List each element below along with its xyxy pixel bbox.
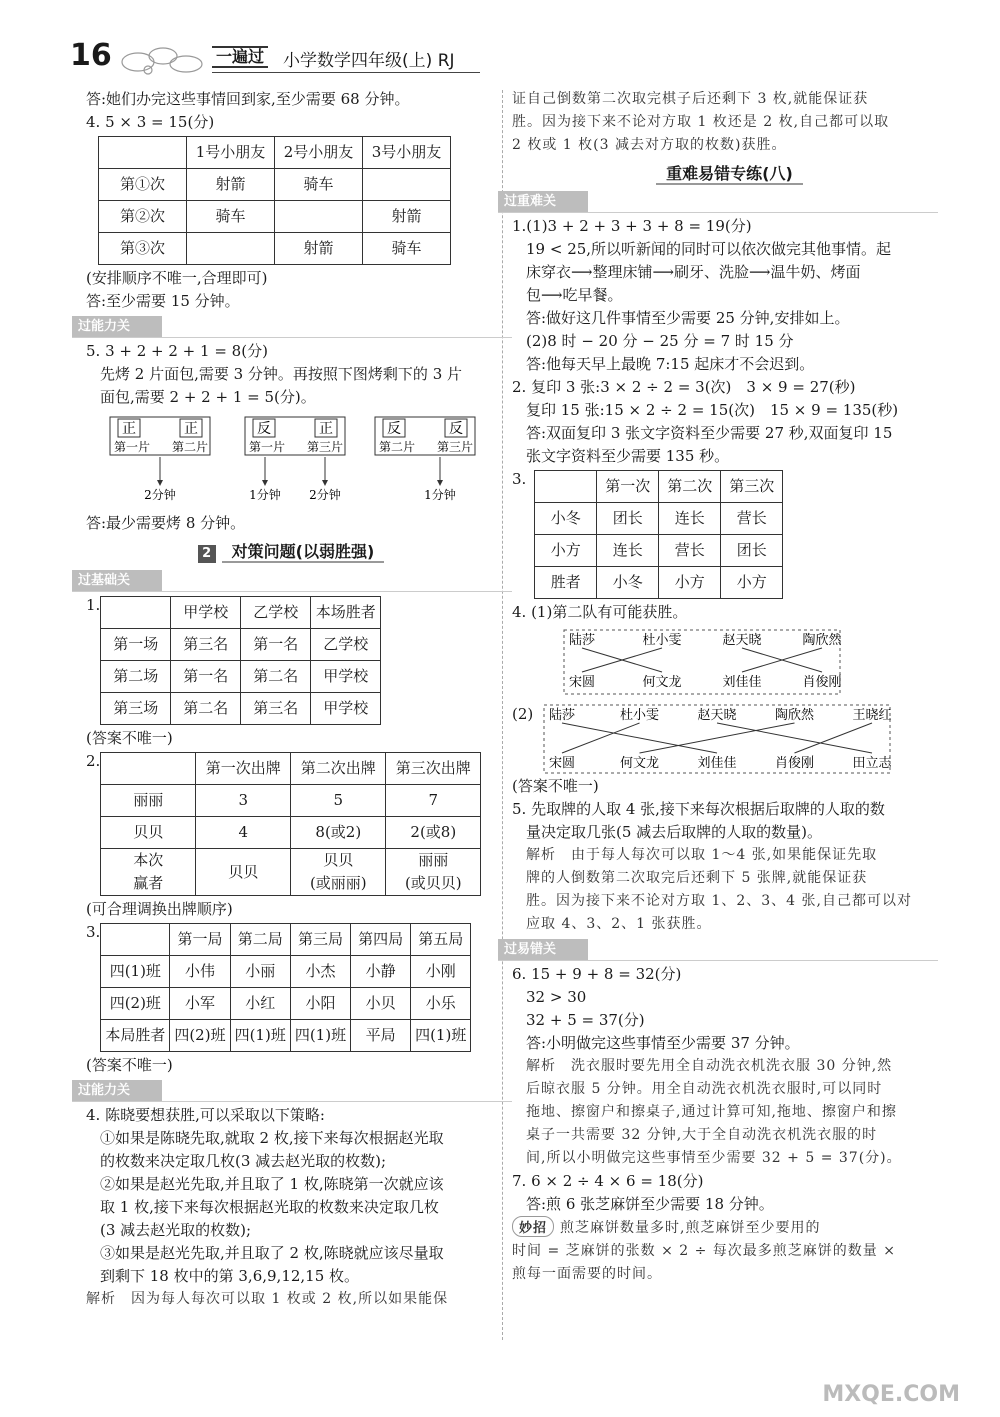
table-cell: 射箭 — [275, 233, 363, 265]
table-cell: 贝贝 (或丽丽) — [291, 849, 386, 896]
table-header-cell — [535, 471, 597, 503]
section-heading: 重难易错专练(八) — [512, 161, 947, 184]
table-cell: 2(或8) — [386, 817, 481, 849]
text-line: 答:煎 6 张芝麻饼至少需要 18 分钟。 — [526, 1195, 774, 1213]
item-number: 3. — [512, 470, 527, 488]
table-header-cell: 1号小朋友 — [187, 137, 275, 169]
table-cell: 第三名 — [241, 693, 311, 725]
table-header-cell: 乙学校 — [241, 597, 311, 629]
page-number: 16 — [70, 38, 112, 73]
text-line: ①如果是陈晓先取,就取 2 枚,接下来每次根据赵光取 — [100, 1129, 444, 1147]
table-row — [99, 201, 451, 233]
table-header-cell: 第五局 — [411, 924, 471, 956]
table-cell: 射箭 — [187, 169, 275, 201]
tip-line: 妙招 煎芝麻饼数量多时,煎芝麻饼至少要用的 — [512, 1216, 947, 1240]
time-label: 2分钟 — [144, 488, 176, 502]
table-cell: 第③次 — [99, 233, 187, 265]
player-name: 王晓红 — [852, 708, 892, 723]
page-header — [0, 0, 1000, 90]
toast-side-label: 反 — [449, 421, 463, 437]
table-cell: 小刚 — [411, 956, 471, 988]
section-tag: 过易错关 — [498, 939, 938, 961]
text-line: 的枚数来决定取几枚(3 减去赵光取的枚数); — [100, 1152, 387, 1170]
note: (答案不唯一) — [86, 729, 173, 747]
player-name: 何文龙 — [619, 756, 660, 771]
table-cell: 四(1)班 — [290, 1020, 350, 1052]
text-line: 答:做好这几件事情至少需要 25 分钟,安排如上。 — [526, 309, 850, 327]
section-tag: 过能力关 — [72, 1080, 512, 1102]
table-cell: 8(或2) — [291, 817, 386, 849]
table-cell: 第一场 — [101, 629, 171, 661]
item-number: (2) — [512, 705, 534, 723]
column-divider — [502, 90, 503, 1340]
table-header-cell: 3号小朋友 — [363, 137, 451, 169]
player-name: 刘佳佳 — [697, 756, 737, 771]
text-line: 6. 15 + 9 + 8 = 32(分) — [512, 965, 682, 983]
table-cell: 小静 — [351, 956, 411, 988]
table-cell: 第一名 — [171, 661, 241, 693]
table-cell: 四(1)班 — [230, 1020, 290, 1052]
table-cell: 本局胜者 — [101, 1020, 170, 1052]
item-number: 1. — [86, 596, 101, 614]
matching-diagram-2 — [542, 703, 892, 775]
text-line: 答:他每天早上最晚 7:15 起床才不会迟到。 — [526, 355, 815, 373]
item-number: 3. — [86, 923, 101, 941]
table-cell: 第二名 — [241, 661, 311, 693]
analysis-line: 桌子一共需要 32 分钟,大于全自动洗衣机洗衣服的时 — [526, 1127, 878, 1143]
table-row — [101, 629, 381, 661]
player-name: 肖俊刚 — [802, 675, 842, 690]
question-4: 4. 5 × 3 = 15(分) — [86, 113, 215, 131]
table-cell: 小伟 — [170, 956, 230, 988]
table-cell: 第一名 — [241, 629, 311, 661]
analysis-line: 牌的人倒数第二次取完后还剩下 5 张牌,就能保证获 — [526, 870, 868, 886]
tip-line: 煎每一面需要的时间。 — [512, 1266, 662, 1282]
schedule-table — [98, 136, 451, 265]
toast-piece-label: 第二片 — [171, 440, 209, 454]
table-cell: 甲学校 — [311, 693, 381, 725]
table-row — [101, 661, 381, 693]
analysis-line: 胜。因为接下来不论对方取 1、2、3、4 张,自己都可以对 — [526, 893, 912, 909]
question-5 — [512, 798, 947, 936]
player-name: 陆莎 — [548, 708, 576, 723]
table-row — [101, 956, 471, 988]
table-cell: 丽丽 — [101, 785, 196, 817]
table-row — [99, 233, 451, 265]
text-line: 复印 15 张:15 × 2 ÷ 2 = 15(次) 15 × 9 = 135(秒) — [526, 401, 899, 419]
table-cell: 四(2)班 — [170, 1020, 230, 1052]
table-cell: 团长 — [597, 503, 659, 535]
toast-piece-label: 第三片 — [436, 440, 474, 454]
table-cell: 骑车 — [363, 233, 451, 265]
left-column — [78, 88, 496, 1311]
card-table — [100, 752, 481, 896]
right-column — [504, 88, 947, 1286]
table-cell: 四(2)班 — [101, 988, 170, 1020]
table-header-cell: 第四局 — [351, 924, 411, 956]
table-cell: 7 — [386, 785, 481, 817]
table-row — [101, 1020, 471, 1052]
table-row — [99, 169, 451, 201]
table-cell: 小杰 — [290, 956, 350, 988]
table-header-cell — [99, 137, 187, 169]
question-6 — [512, 963, 947, 1170]
header-rule — [212, 72, 480, 73]
player-name: 杜小雯 — [619, 708, 660, 723]
section-tag: 过基础关 — [72, 570, 512, 592]
table-cell: 乙学校 — [311, 629, 381, 661]
table-cell — [187, 233, 275, 265]
text-line: 量决定取几张(5 减去后取牌的人取的数量)。 — [526, 823, 823, 841]
question-7 — [512, 1170, 947, 1216]
class-table — [100, 923, 471, 1052]
tip-line: 时间 = 芝麻饼的张数 × 2 ÷ 每次最多煎芝麻饼的数量 × — [512, 1243, 896, 1259]
rank-table — [534, 470, 783, 599]
cloud-decoration-icon — [118, 40, 206, 78]
table-cell: 小红 — [230, 988, 290, 1020]
text-line: 证自己倒数第二次取完棋子后还剩下 3 枚,就能保证获 — [512, 91, 869, 107]
table-cell — [275, 201, 363, 233]
question-5: 5. 3 + 2 + 2 + 1 = 8(分) — [86, 342, 268, 360]
text-line: 取 1 枚,接下来每次根据赵光取的枚数来决定取几枚 — [100, 1198, 439, 1216]
player-name: 何文龙 — [642, 675, 682, 690]
table-header-cell: 2号小朋友 — [275, 137, 363, 169]
player-name: 赵天晓 — [697, 708, 737, 723]
text-line: 1.(1)3 + 2 + 3 + 3 + 8 = 19(分) — [512, 217, 752, 235]
table-cell: 小方 — [535, 535, 597, 567]
analysis-line: 解析 洗衣服时要先用全自动洗衣机洗衣服 30 分钟,然 — [526, 1058, 893, 1074]
table-row — [101, 693, 381, 725]
toast-piece-label: 第二片 — [378, 440, 416, 454]
table-cell: 小冬 — [597, 567, 659, 599]
table-cell: 小军 — [170, 988, 230, 1020]
table-cell: 小贝 — [351, 988, 411, 1020]
text-line: 先烤 2 片面包,需要 3 分钟。再按照下图烤剩下的 3 片 — [100, 365, 463, 383]
section-tag: 过能力关 — [72, 316, 512, 338]
match-line — [640, 723, 795, 753]
table-header-cell: 第三局 — [290, 924, 350, 956]
table-cell: 骑车 — [275, 169, 363, 201]
toast-piece-label: 第一片 — [113, 440, 151, 454]
table-cell: 小丽 — [230, 956, 290, 988]
toast-piece-label: 第一片 — [248, 440, 286, 454]
toast-piece-label: 第三片 — [306, 440, 344, 454]
player-name: 宋圆 — [568, 675, 596, 690]
table-header-cell: 第二次 — [659, 471, 721, 503]
player-name: 宋圆 — [548, 756, 576, 771]
note: (答案不唯一) — [86, 1056, 173, 1074]
table-row — [101, 785, 481, 817]
question-1 — [512, 215, 947, 376]
answer-line: 答:最少需要烤 8 分钟。 — [86, 514, 246, 532]
time-label: 2分钟 — [309, 488, 341, 502]
table-cell: 连长 — [659, 503, 721, 535]
player-name: 赵天晓 — [722, 633, 762, 648]
time-label: 1分钟 — [249, 488, 281, 502]
text-line: (2)8 时 − 20 分 − 25 分 = 7 时 15 分 — [526, 332, 794, 350]
table-cell: 3 — [196, 785, 291, 817]
text-line: 4. 陈晓要想获胜,可以采取以下策略: — [86, 1106, 325, 1124]
answer-line: 答:她们办完这些事情回到家,至少需要 68 分钟。 — [86, 90, 410, 108]
toast-diagram — [100, 415, 480, 505]
table-cell: 第三场 — [101, 693, 171, 725]
text-line: (3 减去赵光取的枚数); — [100, 1221, 252, 1239]
table-cell: 营长 — [721, 503, 783, 535]
school-table — [100, 596, 381, 725]
text-line: 2. 复印 3 张:3 × 2 ÷ 2 = 3(次) 3 × 9 = 27(秒) — [512, 378, 856, 396]
table-cell: 骑车 — [187, 201, 275, 233]
item-number: 2. — [86, 752, 101, 770]
table-cell — [363, 169, 451, 201]
note: (答案不唯一) — [512, 777, 599, 795]
watermark-url: MXQE.COM — [822, 1382, 960, 1407]
text-line: 2 枚或 1 枚(3 减去对方取的枚数)获胜。 — [512, 137, 787, 153]
table-cell: 四(1)班 — [101, 956, 170, 988]
table-header-cell: 第三次 — [721, 471, 783, 503]
text-line: 床穿衣⟶整理床铺⟶刷牙、洗脸⟶温牛奶、烤面 — [526, 263, 861, 281]
table-header-cell: 甲学校 — [171, 597, 241, 629]
toast-side-label: 正 — [319, 421, 333, 437]
table-cell: 营长 — [659, 535, 721, 567]
table-cell: 射箭 — [363, 201, 451, 233]
player-name: 刘佳佳 — [722, 675, 762, 690]
note: (可合理调换出牌顺序) — [86, 900, 233, 918]
table-row — [101, 817, 481, 849]
table-header-cell: 第一次出牌 — [196, 753, 291, 785]
table-cell: 平局 — [351, 1020, 411, 1052]
toast-side-label: 反 — [387, 421, 401, 437]
table-row — [535, 535, 783, 567]
table-header-cell: 本场胜者 — [311, 597, 381, 629]
text-line: 张文字资料至少需要 135 秒。 — [526, 447, 730, 465]
text-line: ③如果是赵光先取,并且取了 2 枚,陈晓就应该尽量取 — [100, 1244, 444, 1262]
table-cell: 小阳 — [290, 988, 350, 1020]
table-row — [101, 849, 481, 896]
table-cell: 第②次 — [99, 201, 187, 233]
table-header-cell — [101, 924, 170, 956]
match-line — [562, 723, 640, 753]
matching-diagram-1 — [562, 628, 842, 696]
text-line: ②如果是赵光先取,并且取了 1 枚,陈晓第一次就应该 — [100, 1175, 444, 1193]
brand-logo: 一遍过 — [212, 46, 268, 68]
table-cell: 第三名 — [171, 629, 241, 661]
player-name: 陶欣然 — [774, 708, 815, 723]
table-cell: 小方 — [721, 567, 783, 599]
table-cell: 第①次 — [99, 169, 187, 201]
table-cell: 本次 赢者 — [101, 849, 196, 896]
toast-side-label: 正 — [184, 421, 198, 437]
analysis-line: 间,所以小明做完这些事情至少需要 32 + 5 = 37(分)。 — [526, 1150, 902, 1166]
text-line: 到剩下 18 枚中的第 3,6,9,12,15 枚。 — [100, 1267, 360, 1285]
section-heading: 2 对策问题(以弱胜强) — [86, 539, 496, 563]
player-name: 肖俊刚 — [774, 756, 815, 771]
text-line: 包⟶吃早餐。 — [526, 286, 623, 304]
table-cell: 团长 — [721, 535, 783, 567]
match-line — [562, 723, 717, 753]
table-header-cell — [101, 753, 196, 785]
table-header-cell: 第一次 — [597, 471, 659, 503]
time-label: 1分钟 — [424, 488, 456, 502]
text-line: 答:双面复印 3 张文字资料至少需要 27 秒,双面复印 15 — [526, 424, 893, 442]
table-cell: 第二场 — [101, 661, 171, 693]
text-line: 胜。因为接下来不论对方取 1 枚还是 2 枚,自己都可以取 — [512, 114, 890, 130]
table-cell: 甲学校 — [311, 661, 381, 693]
text-line: 19 < 25,所以听新闻的同时可以依次做完其他事情。起 — [526, 240, 892, 258]
note: (安排顺序不唯一,合理即可) — [86, 269, 268, 287]
text-line: 答:小明做完这些事情至少需要 37 分钟。 — [526, 1034, 800, 1052]
analysis-line: 应取 4、3、2、1 张获胜。 — [526, 916, 712, 932]
table-cell: 小冬 — [535, 503, 597, 535]
text-line: 7. 6 × 2 ÷ 4 × 6 = 18(分) — [512, 1172, 704, 1190]
tip-badge: 妙招 — [512, 1216, 554, 1237]
table-cell: 小方 — [659, 567, 721, 599]
table-cell: 连长 — [597, 535, 659, 567]
analysis-continued — [512, 88, 947, 157]
toast-side-label: 反 — [257, 421, 271, 437]
text-line: 32 + 5 = 37(分) — [526, 1011, 645, 1029]
toast-side-label: 正 — [122, 421, 136, 437]
table-cell: 4 — [196, 817, 291, 849]
table-row — [535, 503, 783, 535]
table-cell: 胜者 — [535, 567, 597, 599]
player-name: 陆莎 — [568, 633, 596, 648]
player-name: 陶欣然 — [802, 633, 842, 648]
section-tag: 过重难关 — [498, 191, 938, 213]
analysis-line: 后晾衣服 5 分钟。用全自动洗衣机洗衣服时,可以同时 — [526, 1081, 883, 1097]
table-cell: 5 — [291, 785, 386, 817]
analysis-line: 解析 由于每人每次可以取 1～4 张,如果能保证先取 — [526, 847, 878, 863]
match-line — [795, 723, 873, 753]
table-cell: 贝贝 — [101, 817, 196, 849]
player-name: 杜小雯 — [642, 633, 682, 648]
question-2 — [512, 376, 947, 468]
table-cell: 小乐 — [411, 988, 471, 1020]
analysis-line: 拖地、擦窗户和擦桌子,通过计算可知,拖地、擦窗户和擦 — [526, 1104, 897, 1120]
table-cell: 四(1)班 — [411, 1020, 471, 1052]
subject-title: 小学数学四年级(上) RJ — [283, 51, 455, 71]
table-header-cell: 第二局 — [230, 924, 290, 956]
text-line: 5. 先取牌的人取 4 张,接下来每次根据后取牌的人取的数 — [512, 800, 885, 818]
table-row — [101, 988, 471, 1020]
match-line — [717, 723, 872, 753]
text-line: 32 > 30 — [526, 988, 587, 1006]
player-name: 田立志 — [852, 756, 892, 771]
table-header-cell: 第三次出牌 — [386, 753, 481, 785]
table-cell: 第二名 — [171, 693, 241, 725]
question-4: 4. (1)第二队有可能获胜。 — [512, 603, 688, 621]
table-header-cell: 第一局 — [170, 924, 230, 956]
table-header-cell: 第二次出牌 — [291, 753, 386, 785]
question-4-strategy — [86, 1104, 496, 1288]
text-line: 面包,需要 2 + 2 + 1 = 5(分)。 — [100, 388, 316, 406]
table-header-cell — [101, 597, 171, 629]
answer-line: 答:至少需要 15 分钟。 — [86, 292, 240, 310]
table-row — [535, 567, 783, 599]
analysis-line: 解析 因为每人每次可以取 1 枚或 2 枚,所以如果能保 — [86, 1291, 449, 1307]
table-cell: 丽丽 (或贝贝) — [386, 849, 481, 896]
table-cell: 贝贝 — [196, 849, 291, 896]
